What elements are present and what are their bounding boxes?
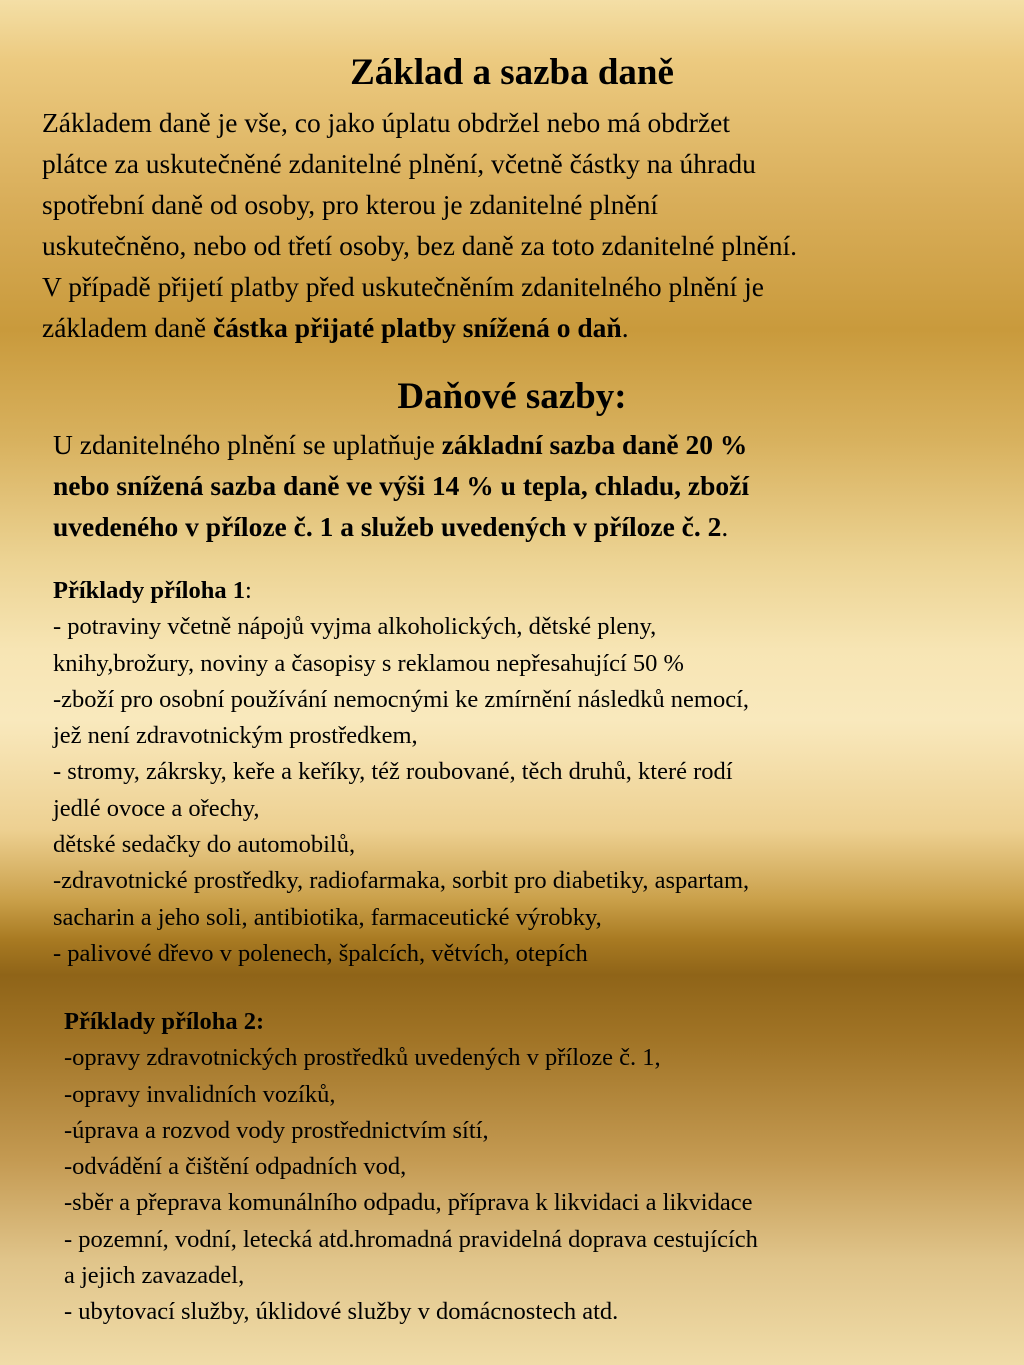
text-run: .: [721, 511, 729, 542]
list-item: a jejich zavazadel,: [64, 1262, 245, 1290]
text-run: základem daně: [42, 312, 214, 343]
list-item: -zdravotnické prostředky, radiofarmaka, sorbit pro diabetiky, aspartam,: [53, 867, 750, 895]
list-item: -zboží pro osobní používání nemocnými ke zmírnění následků nemocí,: [53, 685, 750, 713]
bold-text: základní sazba daně 20 %: [441, 429, 748, 460]
tax-rates-paragraph: [53, 424, 993, 547]
annex2-examples: [64, 1004, 1004, 1331]
paragraph-line: [53, 465, 993, 506]
rates-heading: Daňové sazby:: [397, 376, 627, 417]
list-item: -opravy invalidních vozíků,: [64, 1080, 336, 1108]
paragraph-line: V případě přijetí platby před uskutečněním zdanitelného plnění je: [42, 271, 764, 302]
paragraph-line: [53, 424, 993, 465]
list-item: - stromy, zákrsky, keře a keříky, též roubované, těch druhů, které rodí: [53, 758, 733, 786]
list-item: dětské sedačky do automobilů,: [53, 831, 356, 859]
list-item: - palivové dřevo v polenech, špalcích, větvích, otepích: [53, 939, 588, 967]
list-item: - ubytovací služby, úklidové služby v domácnostech atd.: [64, 1298, 619, 1326]
list-item: jedlé ovoce a ořechy,: [53, 794, 260, 822]
list-item: knihy,brožury, noviny a časopisy s reklamou nepřesahující 50 %: [53, 649, 684, 677]
annex1-examples: [53, 573, 993, 972]
paragraph-line: plátce za uskutečněné zdanitelné plnění, včetně částky na úhradu: [42, 148, 756, 179]
annex1-heading: [53, 573, 993, 609]
list-item: jež není zdravotnickým prostředkem,: [53, 722, 418, 750]
bold-text: Příklady příloha 2:: [64, 1008, 265, 1035]
list-item: -sběr a přeprava komunálního odpadu, příprava k likvidaci a likvidace: [64, 1189, 753, 1217]
bold-text: nebo snížená sazba daně ve výši 14 % u tepla, chladu, zboží: [53, 470, 749, 501]
paragraph-line: [53, 506, 993, 547]
bold-text: uvedeného v příloze č. 1 a služeb uvedených v příloze č. 2: [53, 511, 722, 542]
annex2-heading: [64, 1004, 1004, 1040]
text-run: U zdanitelného plnění se uplatňuje: [53, 429, 442, 460]
paragraph-line: [42, 307, 1002, 348]
text-run: :: [244, 577, 252, 604]
text-run: .: [621, 312, 629, 343]
list-item: - pozemní, vodní, letecká atd.hromadná pravidelná doprava cestujících: [64, 1225, 758, 1253]
list-item: -odvádění a čištění odpadních vod,: [64, 1153, 407, 1181]
paragraph-line: uskutečněno, nebo od třetí osoby, bez daně za toto zdanitelné plnění.: [42, 230, 797, 261]
paragraph-line: spotřební daně od osoby, pro kterou je zdanitelné plnění: [42, 189, 659, 220]
tax-base-paragraph: [42, 102, 1002, 348]
page-title: Základ a sazba daně: [350, 52, 674, 93]
list-item: -opravy zdravotnických prostředků uvedených v příloze č. 1,: [64, 1044, 661, 1072]
bold-text: Příklady příloha 1: [53, 577, 245, 604]
list-item: - potraviny včetně nápojů vyjma alkoholických, dětské pleny,: [53, 613, 657, 641]
list-item: -úprava a rozvod vody prostřednictvím sítí,: [64, 1116, 489, 1144]
bold-text: částka přijaté platby snížená o daň: [213, 312, 622, 343]
list-item: sacharin a jeho soli, antibiotika, farmaceutické výrobky,: [53, 903, 602, 931]
paragraph-line: Základem daně je vše, co jako úplatu obdržel nebo má obdržet: [42, 107, 730, 138]
